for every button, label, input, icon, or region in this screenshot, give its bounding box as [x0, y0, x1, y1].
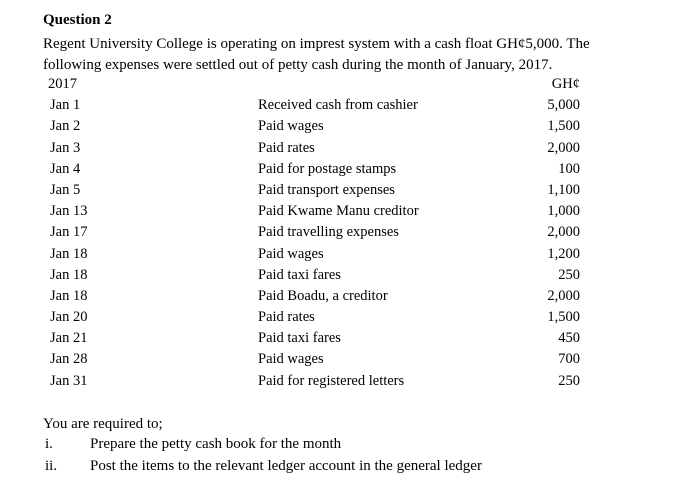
row-date: Jan 18: [50, 245, 88, 262]
row-description: Paid for postage stamps: [258, 160, 397, 177]
row-amount: 250: [558, 266, 580, 283]
row-date: Jan 1: [50, 97, 81, 114]
row-amount: 1,200: [547, 245, 580, 262]
row-description: Paid Boadu, a creditor: [258, 287, 388, 304]
row-description: Paid rates: [258, 309, 315, 326]
row-amount: 2,000: [547, 287, 580, 304]
row-amount: 450: [558, 330, 580, 347]
table-row: [0, 288, 686, 309]
row-date: Jan 13: [50, 203, 88, 220]
question-intro: [43, 34, 663, 76]
task-text: Post the items to the relevant ledger account in the general ledger: [90, 458, 482, 474]
row-description: Paid Kwame Manu creditor: [258, 203, 419, 220]
row-amount: 1,500: [547, 118, 580, 135]
table-row: [0, 118, 686, 139]
row-description: Received cash from cashier: [258, 97, 418, 114]
requirements-lead: You are required to;: [43, 416, 163, 432]
task-item: [0, 458, 686, 480]
task-number: ii.: [45, 458, 58, 474]
row-description: Paid taxi fares: [258, 330, 341, 347]
row-date: Jan 21: [50, 330, 88, 347]
row-amount: 2,000: [547, 224, 580, 241]
row-date: Jan 2: [50, 118, 81, 135]
table-row: [0, 203, 686, 224]
row-date: Jan 18: [50, 287, 88, 304]
currency-header: GH¢: [551, 76, 580, 92]
row-amount: 5,000: [547, 97, 580, 114]
year-header: 2017: [48, 76, 77, 92]
task-item: [0, 436, 686, 458]
row-description: Paid travelling expenses: [258, 224, 399, 241]
table-header-row: [0, 76, 686, 97]
row-date: Jan 17: [50, 224, 88, 241]
table-row: [0, 351, 686, 372]
row-description: Paid wages: [258, 351, 324, 368]
table-row: [0, 373, 686, 394]
row-amount: 1,500: [547, 309, 580, 326]
question-title: Question 2: [43, 12, 112, 28]
row-description: Paid rates: [258, 139, 315, 156]
row-description: Paid for registered letters: [258, 372, 405, 389]
table-body: [0, 97, 686, 394]
table-row: [0, 330, 686, 351]
row-date: Jan 4: [50, 160, 81, 177]
row-date: Jan 3: [50, 139, 81, 156]
row-description: Paid taxi fares: [258, 266, 341, 283]
row-description: Paid wages: [258, 245, 324, 262]
expenses-table: [0, 76, 686, 394]
row-date: Jan 18: [50, 266, 88, 283]
table-row: [0, 97, 686, 118]
row-date: Jan 31: [50, 372, 88, 389]
row-amount: 1,000: [547, 203, 580, 220]
row-date: Jan 5: [50, 181, 81, 198]
row-amount: 250: [558, 372, 580, 389]
table-row: [0, 224, 686, 245]
row-description: Paid wages: [258, 118, 324, 135]
task-number: i.: [45, 436, 53, 452]
row-description: Paid transport expenses: [258, 181, 395, 198]
table-row: [0, 309, 686, 330]
task-text: Prepare the petty cash book for the month: [90, 436, 342, 452]
table-row: [0, 246, 686, 267]
row-amount: 700: [558, 351, 580, 368]
row-amount: 2,000: [547, 139, 580, 156]
row-amount: 1,100: [547, 181, 580, 198]
row-date: Jan 20: [50, 309, 88, 326]
intro-line-2: following expenses were settled out of petty cash during the month of January, 2017.: [43, 57, 553, 73]
table-row: [0, 182, 686, 203]
table-row: [0, 140, 686, 161]
table-row: [0, 161, 686, 182]
table-row: [0, 267, 686, 288]
intro-line-1: Regent University College is operating on imprest system with a cash float GH¢5,000. The: [43, 36, 590, 52]
row-date: Jan 28: [50, 351, 88, 368]
row-amount: 100: [558, 160, 580, 177]
